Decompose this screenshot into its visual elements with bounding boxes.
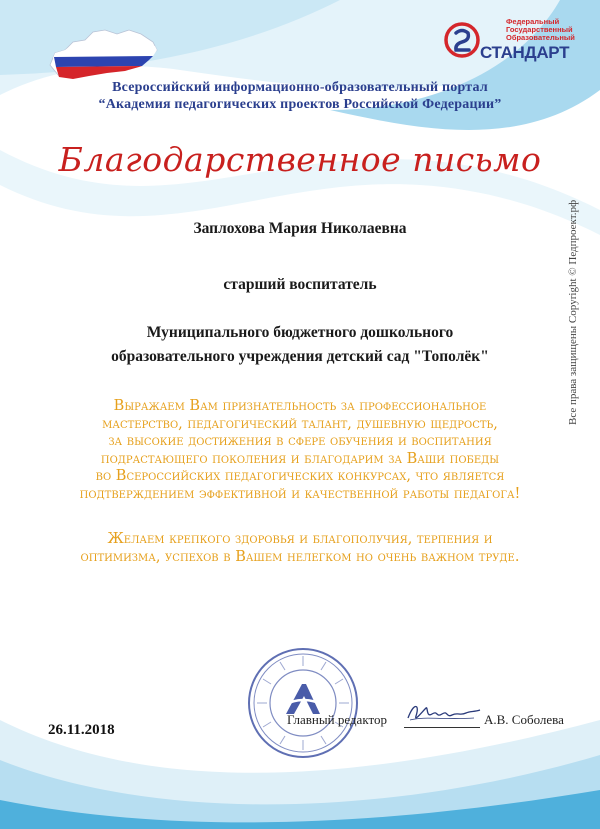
portal-line-2: “Академия педагогических проектов Российской Федерации” [98,97,502,112]
issue-date: 26.11.2018 [48,722,115,738]
recipient-organization [40,321,560,369]
recipient-name: Заплохова Мария Николаевна [193,220,407,237]
organization-line-1: Муниципального бюджетного дошкольного [146,324,454,341]
gratitude-line: мастерство, педагогический талант, душевную щедрость, [102,415,498,432]
portal-line-1: Всероссийский информационно-образовательный портал [112,80,488,95]
gratitude-line: за высокие достижения в сфере обучения и воспитания [108,433,492,449]
copyright-notice [567,199,587,425]
logo-line-1: Федеральный [506,17,560,26]
signer-name: А.В. Соболева [484,712,564,727]
gratitude-line: подрастающего поколения и благодарим за Ваши победы [100,450,500,467]
logo-line-3: Образовательный [506,33,575,42]
gratitude-paragraph [60,398,540,503]
recipient-position: старший воспитатель [223,276,377,293]
gratitude-line: во Всероссийских педагогических конкурсах, что является [95,468,505,484]
gratitude-line: Выражаем Вам признательность за профессиональное [113,398,487,414]
logo-brand: СТАНДАРТ [480,43,570,62]
wishes-paragraph [60,531,540,566]
logo-line-2: Государственный [506,25,573,34]
copyright-text: Все права защищены Copyright © Педпроект.рф [567,199,579,425]
wishes-line: оптимизма, успехов в Вашем нелегком но очень важном труде. [80,548,520,565]
organization-line-2: образовательного учреждения детский сад "Тополёк" [111,348,489,365]
standard-logo [444,18,584,66]
standard-logo-emblem-icon [444,20,480,60]
wishes-line: Желаем крепкого здоровья и благополучия, терпения и [107,531,493,547]
signature-icon [404,698,484,728]
signer-title: Главный редактор [287,712,387,727]
gratitude-line: подтверждением эффективной и качественной работы педагога! [79,485,521,502]
letter-title: Благодарственное письмо [58,140,542,179]
russia-map-flag-icon [45,20,160,80]
official-stamp-icon [246,646,360,760]
